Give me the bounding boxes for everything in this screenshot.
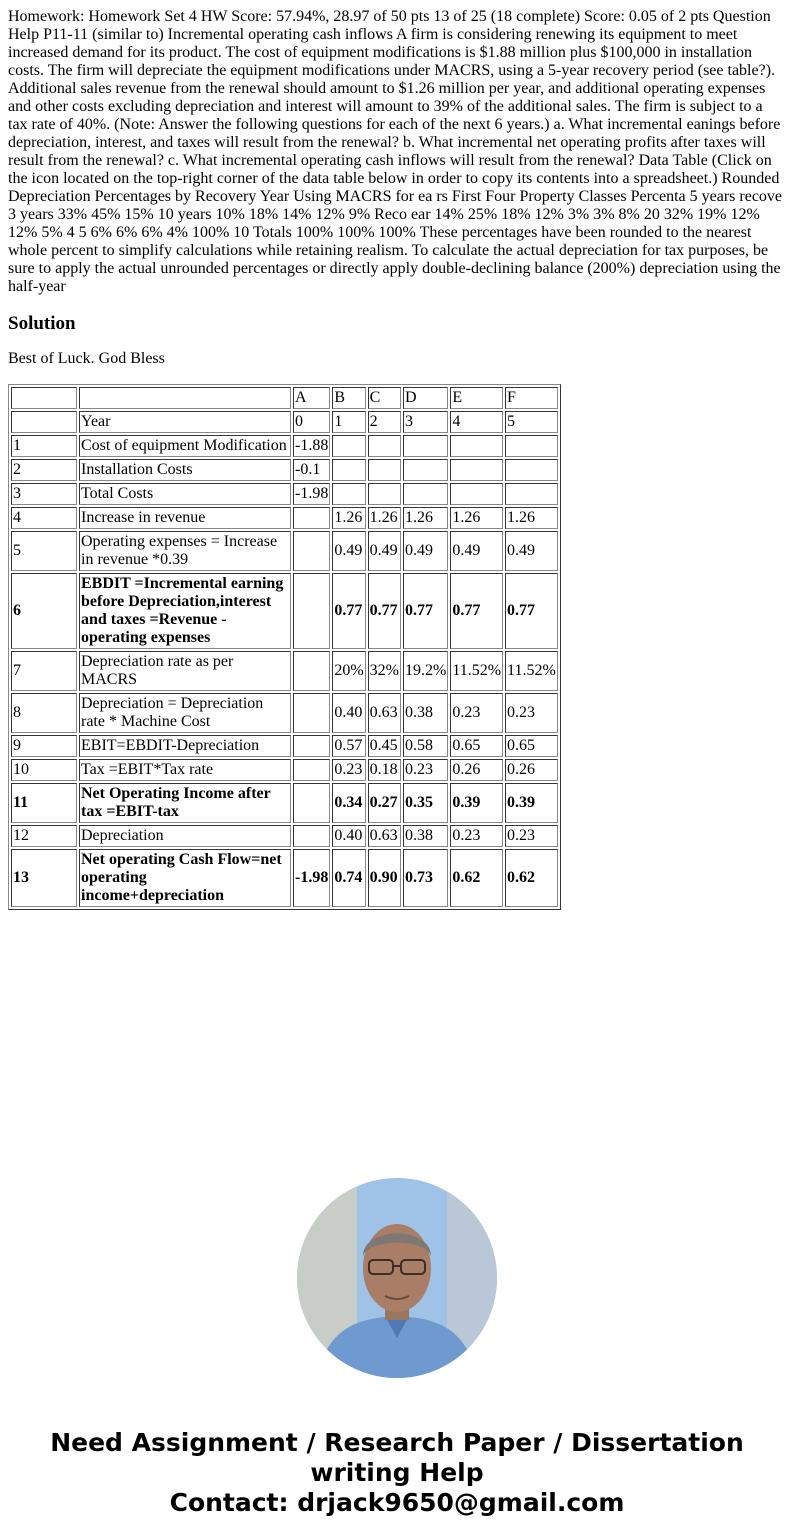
row-number-cell: 4 bbox=[11, 507, 77, 529]
row-number-cell bbox=[11, 387, 77, 409]
row-label-cell: Net Operating Income after tax =EBIT-tax bbox=[79, 783, 291, 823]
value-cell: 5 bbox=[505, 411, 558, 433]
value-cell bbox=[293, 651, 330, 691]
value-cell: 0.23 bbox=[332, 759, 365, 781]
value-cell bbox=[293, 507, 330, 529]
value-cell: -0.1 bbox=[293, 459, 330, 481]
value-cell: 0.23 bbox=[403, 759, 448, 781]
value-cell: 0.35 bbox=[403, 783, 448, 823]
value-cell: B bbox=[332, 387, 365, 409]
value-cell: 0.39 bbox=[450, 783, 503, 823]
value-cell: 0.49 bbox=[403, 531, 448, 571]
row-label-cell: Total Costs bbox=[79, 483, 291, 505]
row-number-cell: 7 bbox=[11, 651, 77, 691]
value-cell: 0.73 bbox=[403, 849, 448, 907]
table-row bbox=[11, 783, 558, 823]
row-label-cell: Net operating Cash Flow=net operating income+depreciation bbox=[79, 849, 291, 907]
value-cell: 0.49 bbox=[368, 531, 401, 571]
footer-contact bbox=[8, 1428, 786, 1518]
row-number-cell: 3 bbox=[11, 483, 77, 505]
value-cell: 0.74 bbox=[332, 849, 365, 907]
table-row bbox=[11, 573, 558, 649]
value-cell bbox=[403, 435, 448, 457]
value-cell: 0.65 bbox=[505, 735, 558, 757]
row-label-cell: Tax =EBIT*Tax rate bbox=[79, 759, 291, 781]
value-cell: 3 bbox=[403, 411, 448, 433]
value-cell: 0.62 bbox=[450, 849, 503, 907]
row-number-cell: 12 bbox=[11, 825, 77, 847]
value-cell bbox=[293, 735, 330, 757]
row-label-cell: Operating expenses = Increase in revenue *0.39 bbox=[79, 531, 291, 571]
table-row bbox=[11, 387, 558, 409]
value-cell: 1.26 bbox=[505, 507, 558, 529]
table-row bbox=[11, 411, 558, 433]
value-cell bbox=[332, 483, 365, 505]
value-cell bbox=[293, 759, 330, 781]
value-cell: 0.65 bbox=[450, 735, 503, 757]
value-cell: 4 bbox=[450, 411, 503, 433]
value-cell bbox=[450, 483, 503, 505]
value-cell: C bbox=[368, 387, 401, 409]
value-cell: 1 bbox=[332, 411, 365, 433]
value-cell: 2 bbox=[368, 411, 401, 433]
value-cell: 0.26 bbox=[505, 759, 558, 781]
row-number-cell: 8 bbox=[11, 693, 77, 733]
value-cell: -1.98 bbox=[293, 483, 330, 505]
value-cell: 11.52% bbox=[505, 651, 558, 691]
value-cell: 0.77 bbox=[368, 573, 401, 649]
row-label-cell: Depreciation bbox=[79, 825, 291, 847]
row-label-cell: EBDIT =Incremental earning before Depreciation,interest and taxes =Revenue - operating expenses bbox=[79, 573, 291, 649]
table-row bbox=[11, 825, 558, 847]
row-label-cell: Year bbox=[79, 411, 291, 433]
value-cell: E bbox=[450, 387, 503, 409]
row-number-cell: 13 bbox=[11, 849, 77, 907]
value-cell: 0.77 bbox=[403, 573, 448, 649]
value-cell: 0.45 bbox=[368, 735, 401, 757]
value-cell: F bbox=[505, 387, 558, 409]
table-row bbox=[11, 849, 558, 907]
value-cell: 0.49 bbox=[450, 531, 503, 571]
value-cell: -1.88 bbox=[293, 435, 330, 457]
row-label-cell: EBIT=EBDIT-Depreciation bbox=[79, 735, 291, 757]
solution-table bbox=[8, 384, 561, 910]
table-row bbox=[11, 759, 558, 781]
value-cell: 0.38 bbox=[403, 693, 448, 733]
value-cell: 0.58 bbox=[403, 735, 448, 757]
value-cell: 0.40 bbox=[332, 825, 365, 847]
value-cell bbox=[368, 435, 401, 457]
question-text: Homework: Homework Set 4 HW Score: 57.94%, 28.97 of 50 pts 13 of 25 (18 complete) Score: 0.05 of 2 pts Question Help P11-11 (similar to) Incremental operating cash inflows A firm is considering renewing its equipment to meet increased demand for its product. The cost of equipment modifications is $1.88 million plus $100,000 in installation costs. The firm will depreciate the equipment modifications under MACRS, using a 5-year recovery period (see table?). Additional sales revenue from the renewal should amount to $1.26 million per year, and additional operating expenses and other costs excluding depreciation and interest will amount to 39% of the additional sales. The firm is subject to a tax rate of 40%. (Note: Answer the following questions for each of the next 6 years.) a. What incremental eanings before depreciation, interest, and taxes will result from the renewal? b. What incremental net operating profits after taxes will result from the renewal? c. What incremental operating cash inflows will result from the renewal? Data Table (Click on the icon located on the top-right corner of the data table below in order to copy its contents into a spreadsheet.) Rounded Depreciation Percentages by Recovery Year Using MACRS for ea rs First Four Property Classes Percenta 5 years recove 3 years 33% 45% 15% 10 years 10% 18% 14% 12% 9% Reco ear 14% 25% 18% 12% 3% 3% 8% 20 32% 19% 12% 12% 5% 4 5 6% 6% 6% 4% 100% 10 Totals 100% 100% 100% These percentages have been rounded to the nearest whole percent to simplify calculations while retaining realism. To calculate the actual depreciation for tax purposes, be sure to apply the actual unrounded percentages or directly apply double-declining balance (200%) depreciation using the half-year bbox=[8, 8, 783, 295]
value-cell: 20% bbox=[332, 651, 365, 691]
value-cell: 19.2% bbox=[403, 651, 448, 691]
author-avatar bbox=[297, 1178, 497, 1378]
value-cell: 1.26 bbox=[450, 507, 503, 529]
value-cell: 0.39 bbox=[505, 783, 558, 823]
footer-email-line: Contact: drjack9650@gmail.com bbox=[169, 1488, 625, 1517]
value-cell: 0.57 bbox=[332, 735, 365, 757]
value-cell: 0.23 bbox=[505, 825, 558, 847]
value-cell: 0.62 bbox=[505, 849, 558, 907]
value-cell bbox=[505, 459, 558, 481]
row-label-cell bbox=[79, 387, 291, 409]
value-cell: 0.77 bbox=[450, 573, 503, 649]
value-cell bbox=[450, 435, 503, 457]
value-cell: 0.40 bbox=[332, 693, 365, 733]
best-of-luck-text: Best of Luck. God Bless bbox=[8, 350, 165, 367]
table-row bbox=[11, 507, 558, 529]
value-cell bbox=[332, 459, 365, 481]
table-row bbox=[11, 651, 558, 691]
value-cell: 0.63 bbox=[368, 693, 401, 733]
value-cell bbox=[368, 459, 401, 481]
value-cell: 0.49 bbox=[332, 531, 365, 571]
solution-heading: Solution bbox=[8, 313, 76, 334]
value-cell: D bbox=[403, 387, 448, 409]
value-cell: 0.90 bbox=[368, 849, 401, 907]
value-cell: 0.34 bbox=[332, 783, 365, 823]
value-cell: 0.23 bbox=[450, 693, 503, 733]
row-number-cell: 2 bbox=[11, 459, 77, 481]
value-cell bbox=[403, 459, 448, 481]
value-cell: 1.26 bbox=[368, 507, 401, 529]
row-label-cell: Depreciation = Depreciation rate * Machine Cost bbox=[79, 693, 291, 733]
table-row bbox=[11, 693, 558, 733]
row-number-cell: 10 bbox=[11, 759, 77, 781]
value-cell: -1.98 bbox=[293, 849, 330, 907]
value-cell: 0.63 bbox=[368, 825, 401, 847]
value-cell bbox=[368, 483, 401, 505]
row-label-cell: Cost of equipment Modification bbox=[79, 435, 291, 457]
row-number-cell bbox=[11, 411, 77, 433]
value-cell bbox=[403, 483, 448, 505]
value-cell bbox=[293, 825, 330, 847]
table-row bbox=[11, 483, 558, 505]
value-cell: 0.77 bbox=[505, 573, 558, 649]
value-cell: 1.26 bbox=[332, 507, 365, 529]
row-label-cell: Installation Costs bbox=[79, 459, 291, 481]
row-number-cell: 9 bbox=[11, 735, 77, 757]
value-cell bbox=[293, 783, 330, 823]
value-cell bbox=[450, 459, 503, 481]
value-cell bbox=[293, 531, 330, 571]
row-number-cell: 1 bbox=[11, 435, 77, 457]
footer-help-line: Need Assignment / Research Paper / Dissertation writing Help bbox=[50, 1428, 744, 1487]
value-cell: 0.38 bbox=[403, 825, 448, 847]
table-row bbox=[11, 459, 558, 481]
value-cell: 11.52% bbox=[450, 651, 503, 691]
table-row bbox=[11, 531, 558, 571]
value-cell: 0.18 bbox=[368, 759, 401, 781]
row-number-cell: 11 bbox=[11, 783, 77, 823]
value-cell: 0.27 bbox=[368, 783, 401, 823]
row-label-cell: Increase in revenue bbox=[79, 507, 291, 529]
value-cell bbox=[505, 483, 558, 505]
value-cell bbox=[293, 573, 330, 649]
value-cell: 0.23 bbox=[450, 825, 503, 847]
value-cell: 0.77 bbox=[332, 573, 365, 649]
value-cell: 0.49 bbox=[505, 531, 558, 571]
value-cell: 32% bbox=[368, 651, 401, 691]
row-number-cell: 5 bbox=[11, 531, 77, 571]
value-cell: A bbox=[293, 387, 330, 409]
value-cell: 0 bbox=[293, 411, 330, 433]
value-cell: 0.23 bbox=[505, 693, 558, 733]
table-row bbox=[11, 735, 558, 757]
value-cell: 0.26 bbox=[450, 759, 503, 781]
row-number-cell: 6 bbox=[11, 573, 77, 649]
value-cell bbox=[293, 693, 330, 733]
value-cell bbox=[332, 435, 365, 457]
row-label-cell: Depreciation rate as per MACRS bbox=[79, 651, 291, 691]
value-cell: 1.26 bbox=[403, 507, 448, 529]
value-cell bbox=[505, 435, 558, 457]
table-row bbox=[11, 435, 558, 457]
